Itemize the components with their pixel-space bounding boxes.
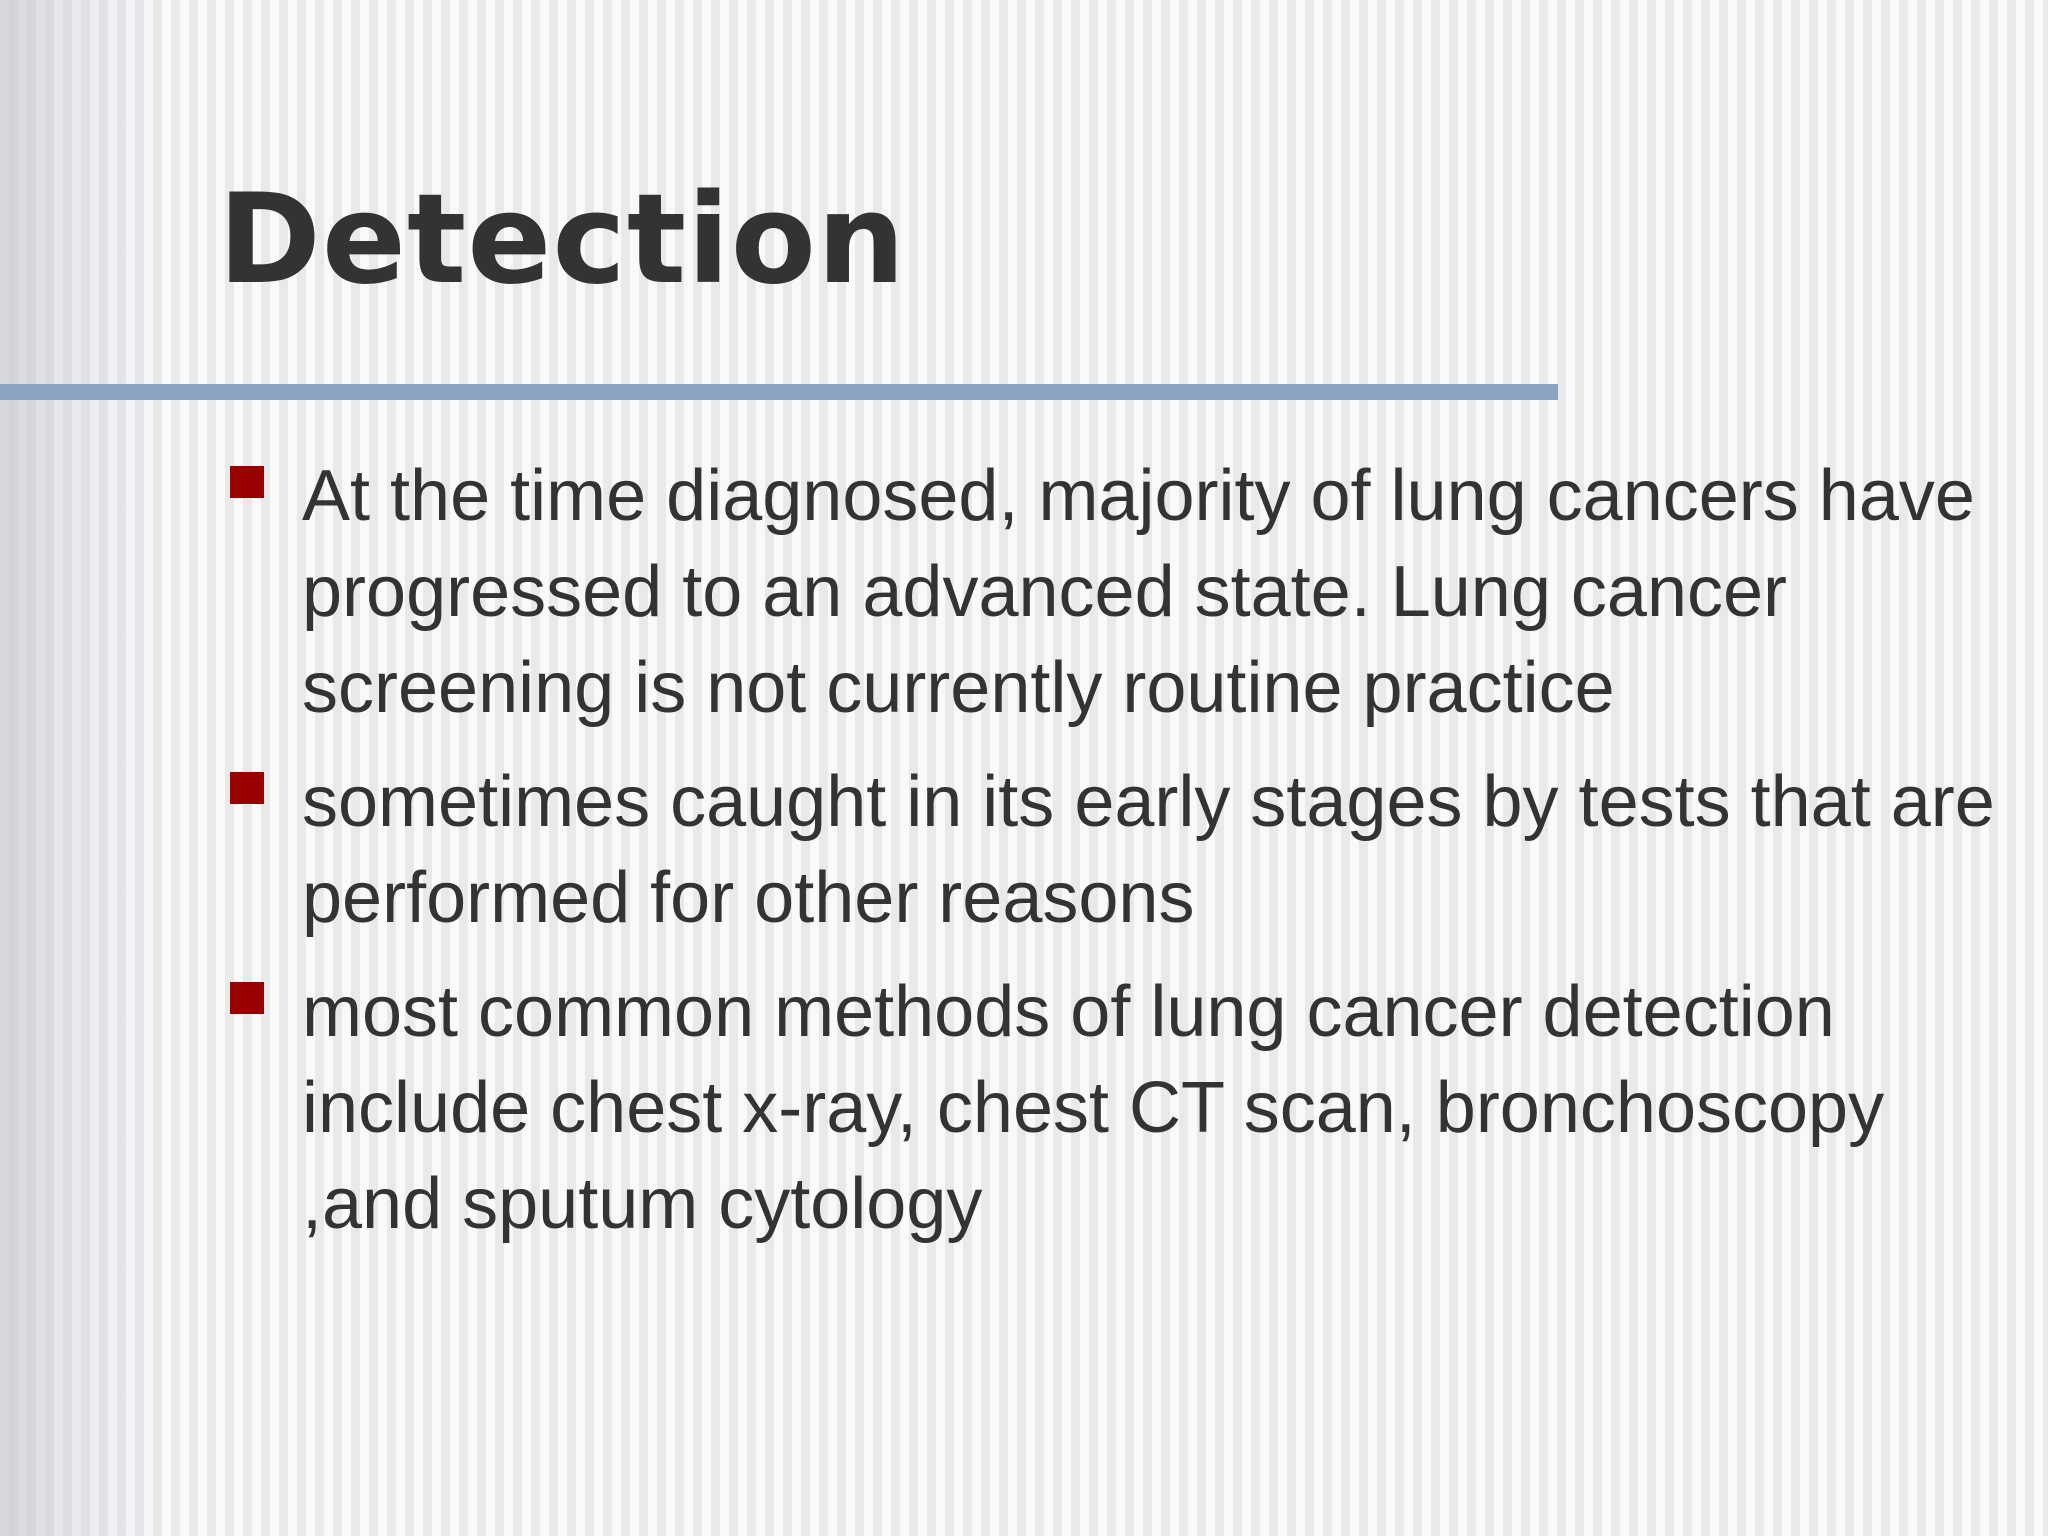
background-left-shade <box>0 0 160 1536</box>
square-bullet-icon <box>230 772 264 804</box>
bullet-list <box>228 448 2018 1270</box>
bullet-text: sometimes caught in its early stages by tests that are performed for other reasons <box>302 762 1995 938</box>
bullet-text: most common methods of lung cancer detection include chest x-ray, chest CT scan, bronchoscopy ,and sputum cytology <box>302 972 1885 1244</box>
square-bullet-icon <box>230 982 264 1014</box>
bullet-item-3 <box>228 964 2018 1252</box>
title-divider <box>0 384 1558 400</box>
bullet-item-2 <box>228 754 2018 946</box>
square-bullet-icon <box>230 466 264 498</box>
bullet-item-1 <box>228 448 2018 736</box>
bullet-text: At the time diagnosed, majority of lung cancers have progressed to an advanced state. Lung cancer screening is not currently routine practice <box>302 456 1975 728</box>
slide-title: Detection <box>218 168 907 312</box>
